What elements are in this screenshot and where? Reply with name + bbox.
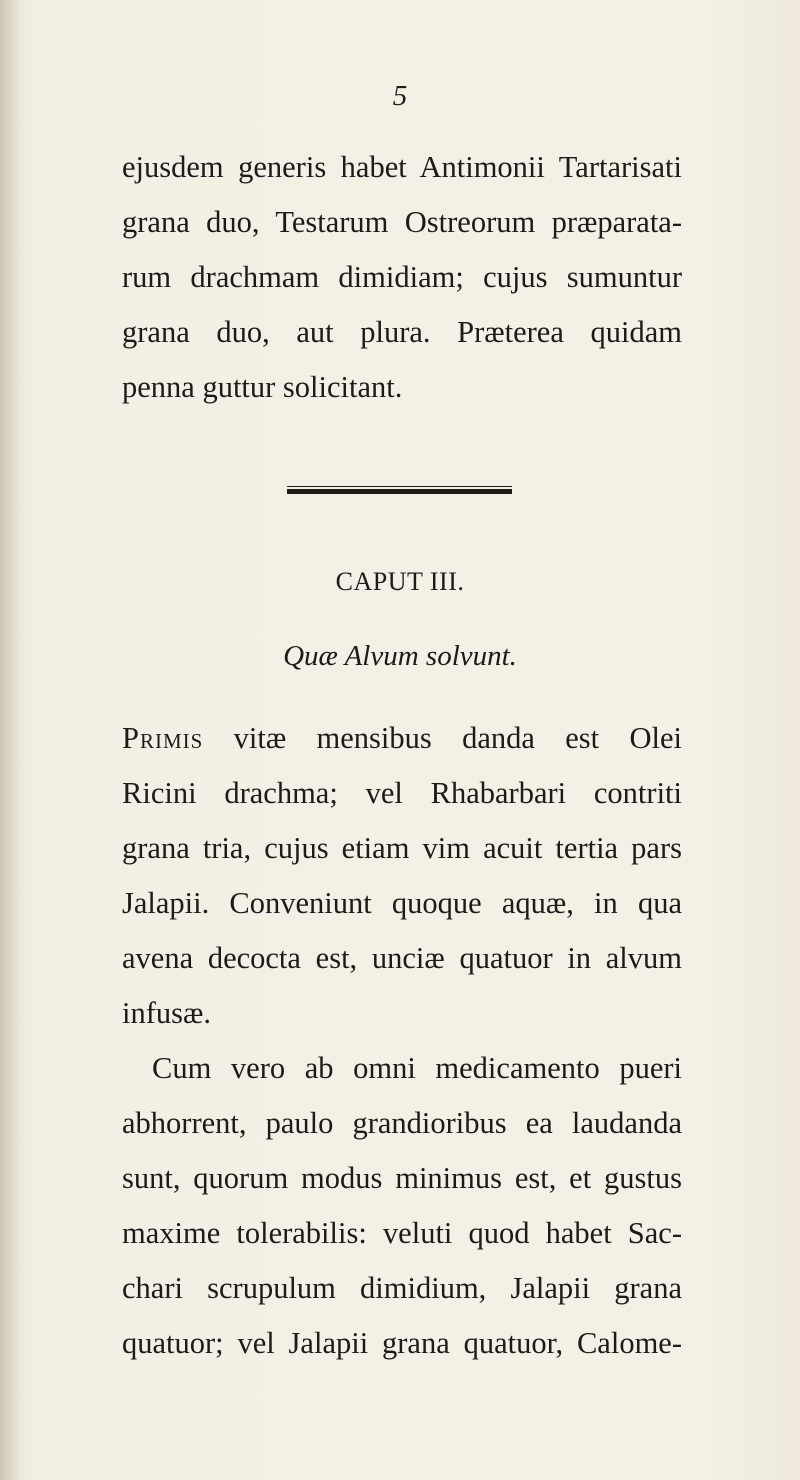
text-line: penna guttur solicitant. bbox=[122, 370, 403, 404]
text-line: maxime tolerabilis: veluti quod habet Sac- bbox=[122, 1216, 682, 1250]
text-line: rum drachmam dimidiam; cujus sumuntur bbox=[122, 260, 682, 294]
text-line: abhorrent, paulo grandioribus ea laudanda bbox=[122, 1106, 682, 1140]
section-divider-thin bbox=[287, 486, 512, 487]
page-edge-shadow bbox=[0, 0, 22, 1480]
text-line: Cum vero ab omni medicamento pueri bbox=[152, 1051, 682, 1085]
paragraph-first-line bbox=[122, 723, 682, 754]
lead-word: Primis bbox=[122, 721, 204, 755]
chapter-heading: CAPUT III. bbox=[335, 567, 465, 596]
text-line: grana tria, cujus etiam vim acuit tertia pars bbox=[122, 831, 682, 865]
text-line: vitæ mensibus danda est Olei bbox=[203, 721, 682, 755]
page-number: 5 bbox=[392, 80, 408, 112]
text-line: Ricini drachma; vel Rhabarbari contriti bbox=[122, 776, 682, 810]
text-line: chari scrupulum dimidium, Jalapii grana bbox=[122, 1271, 682, 1305]
text-line: Jalapii. Conveniunt quoque aquæ, in qua bbox=[122, 886, 682, 920]
section-divider bbox=[287, 489, 512, 494]
text-line: grana duo, Testarum Ostreorum præparata- bbox=[122, 205, 682, 239]
text-line: infusæ. bbox=[122, 996, 211, 1030]
text-line: avena decocta est, unciæ quatuor in alvum bbox=[122, 941, 682, 975]
text-line: grana duo, aut plura. Præterea quidam bbox=[122, 315, 682, 349]
text-line: quatuor; vel Jalapii grana quatuor, Calome- bbox=[122, 1326, 682, 1360]
text-line: sunt, quorum modus minimus est, et gustus bbox=[122, 1161, 682, 1195]
chapter-subtitle: Quæ Alvum solvunt. bbox=[283, 640, 517, 672]
text-line: ejusdem generis habet Antimonii Tartarisati bbox=[122, 150, 682, 184]
